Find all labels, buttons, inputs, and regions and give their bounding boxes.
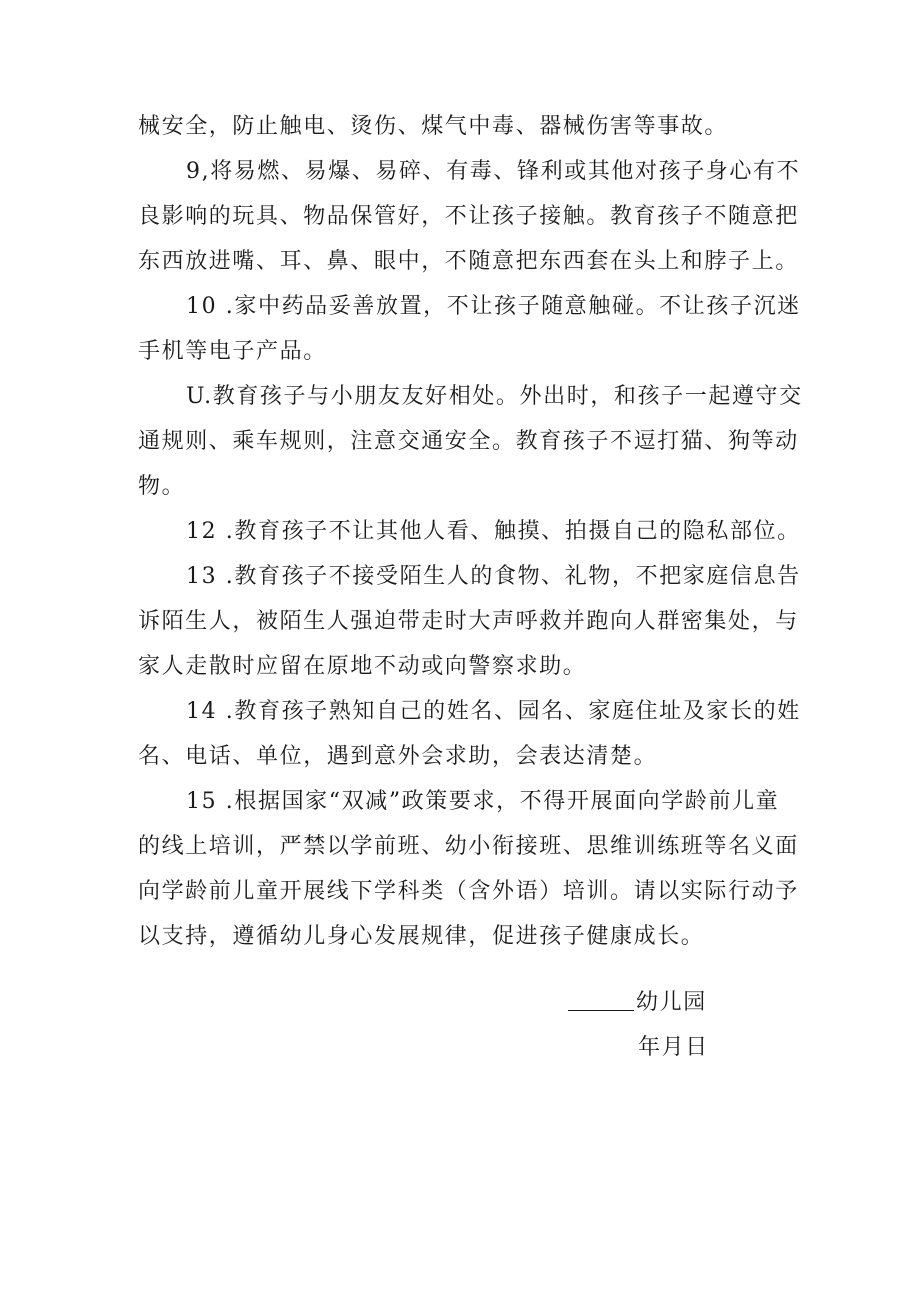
paragraph-line: 诉陌生人，被陌生人强迫带走时大声呼救并跑向人群密集处，与	[138, 609, 799, 634]
signature-block	[568, 980, 868, 1070]
paragraph-line: 15 .根据国家“双减”政策要求，不得开展面向学龄前儿童	[186, 789, 780, 814]
paragraph-line: 械安全，防止触电、烫伤、煤气中毒、器械伤害等事故。	[138, 114, 729, 139]
paragraph	[138, 149, 800, 284]
paragraph	[138, 689, 800, 779]
signature-date: 年月日	[638, 1035, 709, 1060]
paragraph-line: 9,将易燃、易爆、易碎、有毒、锋利或其他对孩子身心有不	[186, 159, 801, 184]
paragraph	[138, 779, 800, 959]
paragraph	[138, 374, 803, 509]
paragraph-line: 14 .教育孩子熟知自己的姓名、园名、家庭住址及家长的姓	[186, 699, 801, 724]
signature-org-suffix: 幼儿园	[636, 990, 707, 1015]
paragraph-line: 向学龄前儿童开展线下学科类（含外语）培训。请以实际行动予	[138, 879, 799, 904]
paragraph	[138, 509, 800, 554]
paragraph-line: 物。	[138, 474, 186, 499]
paragraph-line: 13 .教育孩子不接受陌生人的食物、礼物，不把家庭信息告	[186, 564, 801, 589]
paragraph-line: 12 .教育孩子不让其他人看、触摸、拍摄自己的隐私部位。	[186, 519, 801, 544]
document-body	[138, 104, 803, 959]
org-name-blank	[568, 988, 634, 1011]
paragraph-line: 名、电话、单位，遇到意外会求助，会表达清楚。	[138, 744, 658, 769]
paragraph-line: 以支持，遵循幼儿身心发展规律，促进孩子健康成长。	[138, 924, 705, 949]
paragraph	[138, 104, 800, 149]
paragraph-line: 的线上培训，严禁以学前班、幼小衔接班、思维训练班等名义面	[138, 834, 799, 859]
signature-org-line	[568, 980, 868, 1025]
paragraph	[138, 284, 800, 374]
paragraph-line: 家人走散时应留在原地不动或向警察求助。	[138, 654, 587, 679]
paragraph-line: 良影响的玩具、物品保管好，不让孩子接触。教育孩子不随意把	[138, 204, 799, 229]
paragraph-line: U.教育孩子与小朋友友好相处。外出时，和孩子一起遵守交	[186, 384, 803, 409]
paragraph-line: 东西放进嘴、耳、鼻、眼中，不随意把东西套在头上和脖子上。	[138, 249, 799, 274]
paragraph	[138, 554, 800, 689]
paragraph-line: 通规则、乘车规则，注意交通安全。教育孩子不逗打猫、狗等动	[138, 429, 799, 454]
paragraph-line: 手机等电子产品。	[138, 339, 327, 364]
paragraph-line: 10 .家中药品妥善放置，不让孩子随意触碰。不让孩子沉迷	[186, 294, 801, 319]
